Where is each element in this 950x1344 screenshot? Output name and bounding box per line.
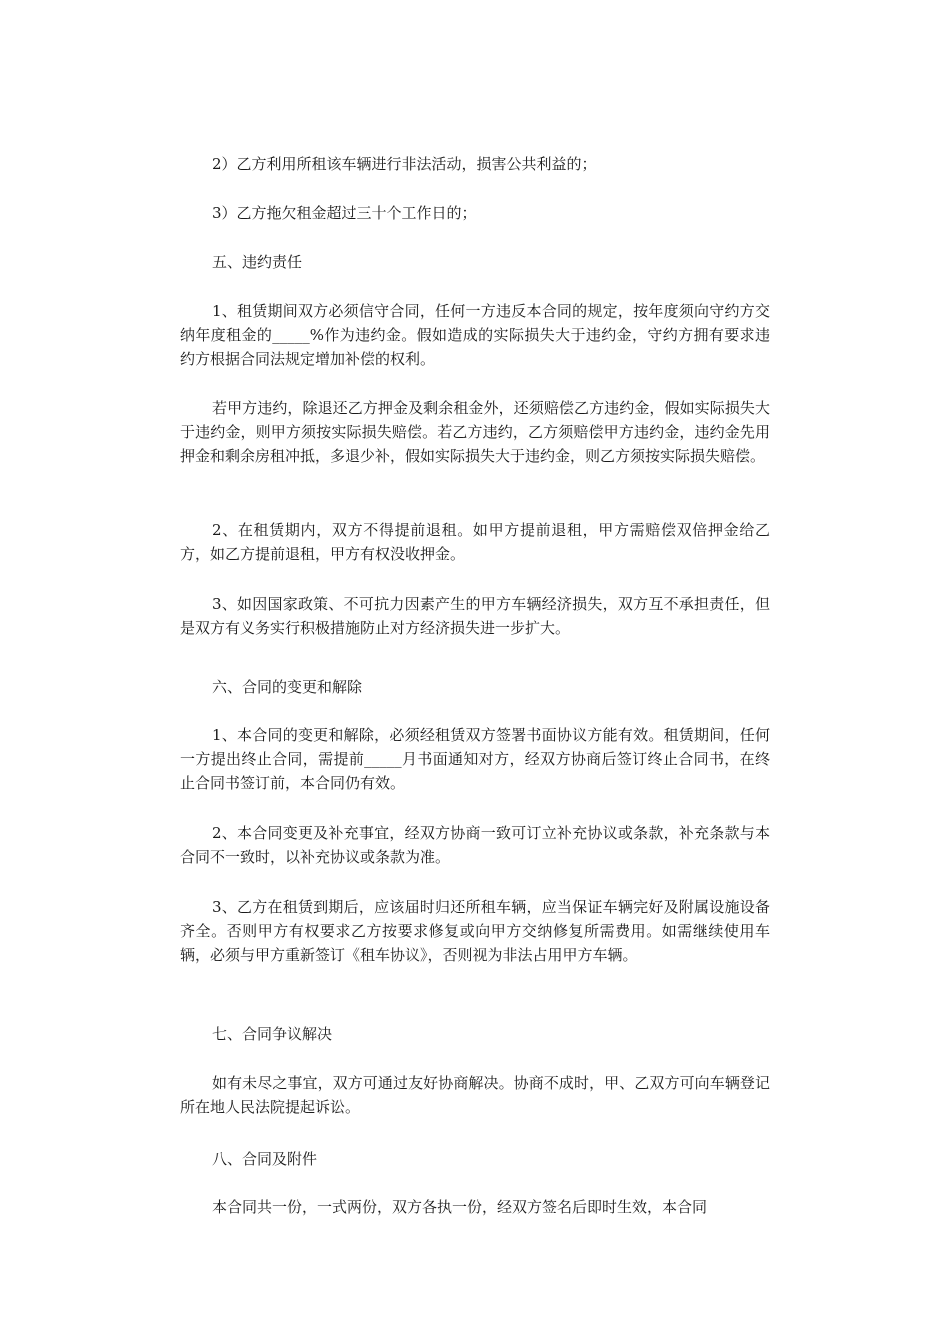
clause-paragraph: 3、如因国家政策、不可抗力因素产生的甲方车辆经济损失，双方互不承担责任，但是双方有义务实行积极措施防止对方经济损失进一步扩大。 (180, 595, 770, 637)
clause-paragraph: 本合同共一份，一式两份，双方各执一份，经双方签名后即时生效，本合同 (212, 1198, 708, 1216)
clause-paragraph: 若甲方违约，除退还乙方押金及剩余租金外，还须赔偿乙方违约金，假如实际损失大于违约金，则甲方须按实际损失赔偿。若乙方违约，乙方须赔偿甲方违约金，违约金先用押金和剩余房租冲抵，多退少补，假如实际损失大于违约金，则乙方须按实际损失赔偿。 (180, 399, 770, 465)
clause-paragraph: 3、乙方在租赁到期后，应该届时归还所租车辆，应当保证车辆完好及附属设施设备齐全。否则甲方有权要求乙方按要求修复或向甲方交纳修复所需费用。如需继续使用车辆，必须与甲方重新签订《租车协议》，否则视为非法占用甲方车辆。 (180, 898, 770, 964)
clause-paragraph: 如有未尽之事宜，双方可通过友好协商解决。协商不成时，甲、乙双方可向车辆登记所在地人民法院提起诉讼。 (180, 1074, 770, 1116)
clause-paragraph: 2、在租赁期内，双方不得提前退租。如甲方提前退租，甲方需赔偿双倍押金给乙方，如乙方提前退租，甲方有权没收押金。 (180, 521, 770, 563)
section-heading: 八、合同及附件 (212, 1150, 318, 1168)
section-heading: 六、合同的变更和解除 (212, 678, 363, 696)
section-heading: 五、违约责任 (212, 253, 303, 271)
clause-paragraph: 1、租赁期间双方必须信守合同，任何一方违反本合同的规定，按年度须向守约方交纳年度租金的_____%作为违约金。假如造成的实际损失大于违约金，守约方拥有要求违约方根据合同法规定增加补偿的权利。 (180, 302, 770, 368)
section-heading: 七、合同争议解决 (212, 1025, 333, 1043)
clause-paragraph: 2）乙方利用所租该车辆进行非法活动，损害公共利益的； (212, 155, 597, 173)
clause-paragraph: 2、本合同变更及补充事宜，经双方协商一致可订立补充协议或条款，补充条款与本合同不一致时，以补充协议或条款为准。 (180, 824, 770, 866)
clause-paragraph: 1、本合同的变更和解除，必须经租赁双方签署书面协议方能有效。租赁期间，任何一方提出终止合同，需提前_____月书面通知对方，经双方协商后签订终止合同书，在终止合同书签订前，本合同仍有效。 (180, 726, 770, 792)
clause-paragraph: 3）乙方拖欠租金超过三十个工作日的； (212, 204, 477, 222)
